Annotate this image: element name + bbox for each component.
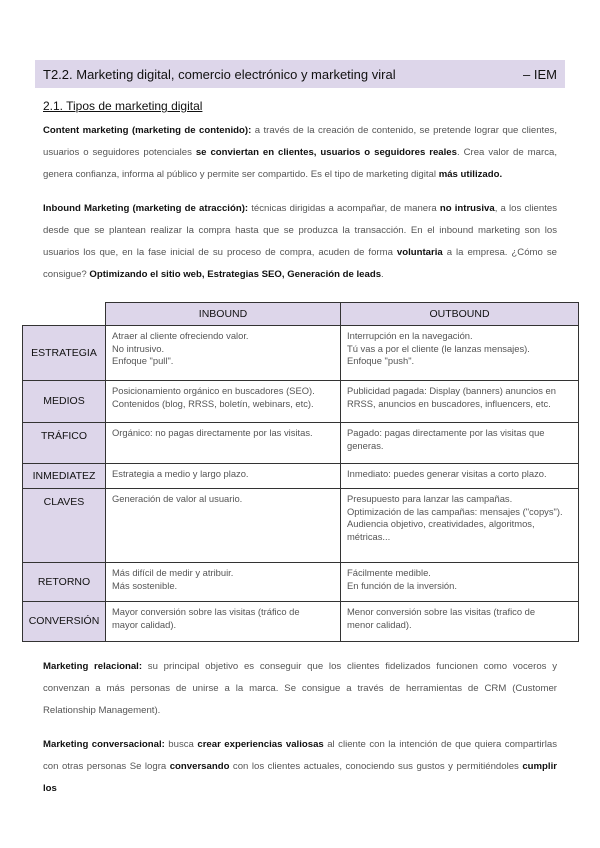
emphasis: voluntaria [396,247,443,258]
document-subject: – IEM [523,66,557,82]
cell-line: Más sostenible. [112,579,178,591]
cell-line: Contenidos (blog, RRSS, boletín, webinars, etc). [112,397,314,409]
inbound-outbound-table [22,302,579,642]
paragraph-conversational-marketing [43,734,557,800]
paragraph-content-marketing [43,120,557,186]
cell-line: Interrupción en la navegación. [347,330,473,341]
inbound-cell [106,602,341,642]
term: Marketing conversacional: [43,739,165,750]
table-row [23,464,579,489]
cell-line: Pagado: pagas directamente por las visitas que [347,427,545,438]
text: , a los clientes desde que se plantean realizar la compra hasta que se produzca la transacción. En el inbound marketing son los usuarios los que, en la fase inicial de su proceso de compra, acuden de forma [43,203,558,258]
cell-line: Más difícil de medir y atribuir. [112,567,234,578]
cell-line: Estrategia a medio y largo plazo. [112,468,249,479]
document-title: T2.2. Marketing digital, comercio electrónico y marketing viral [43,66,396,82]
inbound-cell [106,489,341,563]
cell-line: Optimización de las campañas: mensajes ("copys"). [347,505,563,517]
cell-line: generas. [347,439,384,451]
text: al cliente con la intención de que quiera compartirlas con otras personas Se logra [43,739,558,772]
paragraph-inbound-marketing [43,198,557,286]
table-row [23,489,579,563]
paragraph-relational-marketing [43,656,557,722]
table-corner [23,303,106,326]
outbound-cell [341,326,579,381]
row-label: CLAVES [23,489,106,563]
row-label: INMEDIATEZ [23,464,106,489]
row-label: ESTRATEGIA [23,326,106,381]
column-header-outbound: OUTBOUND [341,303,579,326]
cell-line: Generación de valor al usuario. [112,493,243,504]
text: a la empresa. ¿Cómo se consigue? [43,247,557,280]
cell-line: RRSS, anuncios en buscadores, influencers, etc. [347,397,551,409]
outbound-cell [341,423,579,464]
outbound-cell [341,381,579,423]
term: Content marketing (marketing de contenido): [43,125,252,136]
table-row [23,423,579,464]
term: Marketing relacional: [43,661,143,672]
outbound-cell [341,464,579,489]
cell-line: Mayor conversión sobre las visitas (tráfico de [112,606,300,617]
cell-line: Fácilmente medible. [347,567,431,578]
text: técnicas dirigidas a acompañar, de manera [248,203,440,214]
cell-line: Enfoque "pull". [112,355,174,366]
term: Inbound Marketing (marketing de atracción): [43,203,249,214]
row-label: TRÁFICO [23,423,106,464]
cell-line: Posicionamiento orgánico en buscadores (SEO). [112,385,315,396]
cell-line: Atraer al cliente ofreciendo valor. [112,330,249,341]
cell-line: Orgánico: no pagas directamente por las visitas. [112,427,313,438]
emphasis: no intrusiva [439,203,495,214]
emphasis: más utilizado. [438,169,503,180]
emphasis: se conviertan en clientes, usuarios o seguidores reales [195,147,457,158]
cell-line: Menor conversión sobre las visitas (trafico de [347,606,536,617]
column-header-inbound: INBOUND [106,303,341,326]
outbound-cell [341,563,579,602]
text: su principal objetivo es conseguir que los clientes fidelizados funcionen como voceros y convenzan a más personas de unirse a la marca. Se consigue a través de herramientas de CRM (Customer Relationship Management). [43,661,557,716]
cell-line: Audiencia objetivo, creatividades, algoritmos, [347,518,535,529]
cell-line: Inmediato: puedes generar visitas a corto plazo. [347,468,547,479]
inbound-cell [106,423,341,464]
cell-line: menor calidad). [347,618,412,630]
inbound-cell [106,563,341,602]
cell-line: En función de la inversión. [347,579,457,591]
table-row [23,563,579,602]
emphasis: crear experiencias valiosas [197,739,324,750]
row-label: CONVERSIÓN [23,602,106,642]
cell-line: mayor calidad). [112,618,177,630]
text: . [381,269,384,280]
cell-line: No intrusivo. [112,342,165,354]
text: a través de la creación de contenido, se pretende lograr que clientes, usuarios o seguidores potenciales [43,125,557,158]
emphasis: cumplir los [43,761,557,794]
table-row [23,326,579,381]
row-label: RETORNO [23,563,106,602]
inbound-cell [106,326,341,381]
inbound-cell [106,464,341,489]
document-header [35,60,565,88]
outbound-cell [341,489,579,563]
emphasis: Optimizando el sitio web, Estrategias SEO, Generación de leads [89,269,382,280]
cell-line: Presupuesto para lanzar las campañas. [347,493,513,504]
emphasis: conversando [169,761,230,772]
text: con los clientes actuales, conociendo sus gustos y permitiéndoles [229,761,523,772]
table-row [23,602,579,642]
cell-line: Tú vas a por el cliente (le lanzas mensajes). [347,342,530,354]
text: busca [164,739,198,750]
inbound-cell [106,381,341,423]
row-label: MEDIOS [23,381,106,423]
outbound-cell [341,602,579,642]
section-heading: 2.1. Tipos de marketing digital [43,99,203,113]
cell-line: Publicidad pagada: Display (banners) anuncios en [347,385,556,396]
cell-line: Enfoque "push". [347,355,415,366]
text: . Crea valor de marca, genera confianza, informa al público y permite ser compartido. Es el tipo de marketing digital [43,147,557,180]
table-row [23,381,579,423]
cell-line: métricas... [347,530,391,542]
